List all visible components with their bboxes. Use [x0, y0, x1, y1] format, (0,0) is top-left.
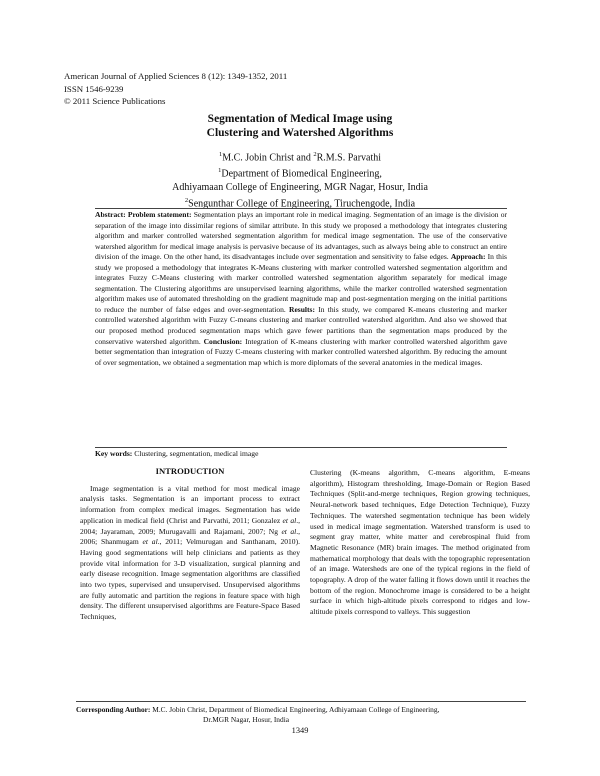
abstract [95, 210, 507, 368]
author-names: $^1$M.C. Jobin Christ and $^2$R.M.S. Parvathi [218, 151, 382, 164]
body-column-right [310, 468, 530, 618]
introduction-paragraph-2: Clustering (K-means algorithm, C-means algorithm, E-means algorithm), Histogram thresholding, Image-Domain or Region Based Techniques (Split-and-merge techniques, Region growing techniques, Neural-network based techniques, Edge Detection Technique), Fuzzy Techniques. The watershed segmentation technique has been widely used in medical image segmentation. Watershed transform is used to segment gray matter, white matter and cerebrospinal fluid from Magnetic Resonance (MR) brain images. The method originated from mathematical morphology that deals with the topographic representation of an image. Watersheds are one of the typical regions in the field of topography. A drop of the water falling it flows down until it reaches the bottom of the region. Monochrome image is considered to be a height surface in which high-altitude pixels correspond to ridges and low-altitude pixels correspond to valleys. This suggestion [310, 468, 530, 617]
problem-statement-label: Problem statement: [127, 210, 192, 219]
keywords [95, 449, 507, 459]
approach-label: Approach: [450, 252, 486, 262]
title-line-1: Segmentation of Medical Image using [207, 113, 393, 125]
affiliation-1: $^1$Department of Biomedical Engineering, [218, 167, 382, 180]
approach-text: In this study we proposed a methodology that integrates K-Means clustering with marker controlled watershed segmentation algorithm and integrates Fuzzy C-Means clustering with marker controlled watershed segmentation algorithm separately for medical image segmentation. The Clustering algorithms are unsupervised learning algorithms, while the marker controlled watershed segmentation algorithm makes use of automated thresholding on the gradient magnitude map and post-segmentation merging on the initial partitions to reduce the number of false edges and over-segmentation. [95, 252, 507, 314]
paper-title [0, 112, 600, 140]
conclusion-label: Conclusion: [203, 336, 243, 346]
journal-citation: American Journal of Applied Sciences 8 (12): 1349-1352, 2011 [64, 71, 288, 81]
abstract-label: Abstract: [95, 210, 126, 219]
journal-issn: ISSN 1546-9239 [64, 83, 124, 94]
body-column-left [80, 466, 300, 623]
page-number: 1349 [291, 726, 309, 735]
authors-block [0, 148, 600, 210]
footnote-line-1: Corresponding Author: M.C. Jobin Christ, Department of Biomedical Engineering, Adhiyamaan College of Engineering, [76, 705, 440, 714]
affiliation-1-cont: Adhiyamaan College of Engineering, MGR Nagar, Hosur, India [172, 181, 428, 193]
journal-copyright: © 2011 Science Publications [64, 96, 166, 106]
footnote-label: Corresponding Author: [76, 705, 151, 714]
conclusion-text: Integration of K-means clustering with marker controlled watershed algorithm gave better segmentation than integration of Fuzzy C-means clustering with marker controlled watershed algorithm. By reducing the amount of over segmentation, we obtained a segmentation map which is more diplomats of the several anatomies in the medical images. [95, 336, 507, 367]
keywords-text: Clustering, segmentation, medical image [132, 449, 259, 458]
results-label: Results: [289, 304, 315, 314]
corresponding-author-footnote [76, 701, 526, 725]
introduction-heading: INTRODUCTION [155, 466, 225, 476]
affiliation-2: $^2$Sengunthar College of Engineering, Tiruchengode, India [184, 196, 416, 209]
problem-statement-text: Segmentation plays an important role in medical imaging. Segmentation of an image is the division or separation of the image into dissimilar regions of similar attribute. In this study we proposed a methodology that integrates clustering algorithm and marker controlled watershed segmentation algorithm for medical image segmentation. The use of the conservative watershed algorithm for medical image analysis is pervasive because of its advantages, such as always being able to construct an entire division of the image. On the other hand, its disadvantages include over segmentation and sensitivity to false edges. [95, 210, 508, 262]
results-text: In this study, we compared K-means clustering and marker controlled watershed algorithm with Fuzzy C-means clustering and marker controlled watershed algorithm. And also we showed that our proposed method produced segmentation maps which gave fewer partitions than the segmentation maps produced by the conservative watershed algorithm. [95, 304, 507, 346]
footnote-line-2: Dr.MGR Nagar, Hosur, India [203, 715, 290, 724]
journal-header [64, 70, 287, 108]
introduction-paragraph-1: Image segmentation is a vital method for most medical image analysis tasks. Segmentation is an important process to extract information from complex medical images. Segmentation has wide application in medical field (Christ and Parvathi, 2011; Gonzalez et al., 2004; Jayaraman, 2009; Murugavalli and Rajamani, 2007; Ng et al., 2006; Shanmugam et al., 2011; Velmurugan and Santhanam, 2010). Having good segmentations will help clinicians and patients as they provide vital information for 3-D visualization, surgical planning and early disease recognition. Image segmentation algorithms are classified into two types, supervised and unsupervised. Unsupervised algorithms are fully automatic and partition the regions in feature space with high density. The different unsupervised algorithms are Feature-Space Based Techniques, [80, 483, 300, 622]
title-line-2: Clustering and Watershed Algorithms [206, 127, 394, 139]
keywords-label: Key words: [95, 449, 133, 458]
